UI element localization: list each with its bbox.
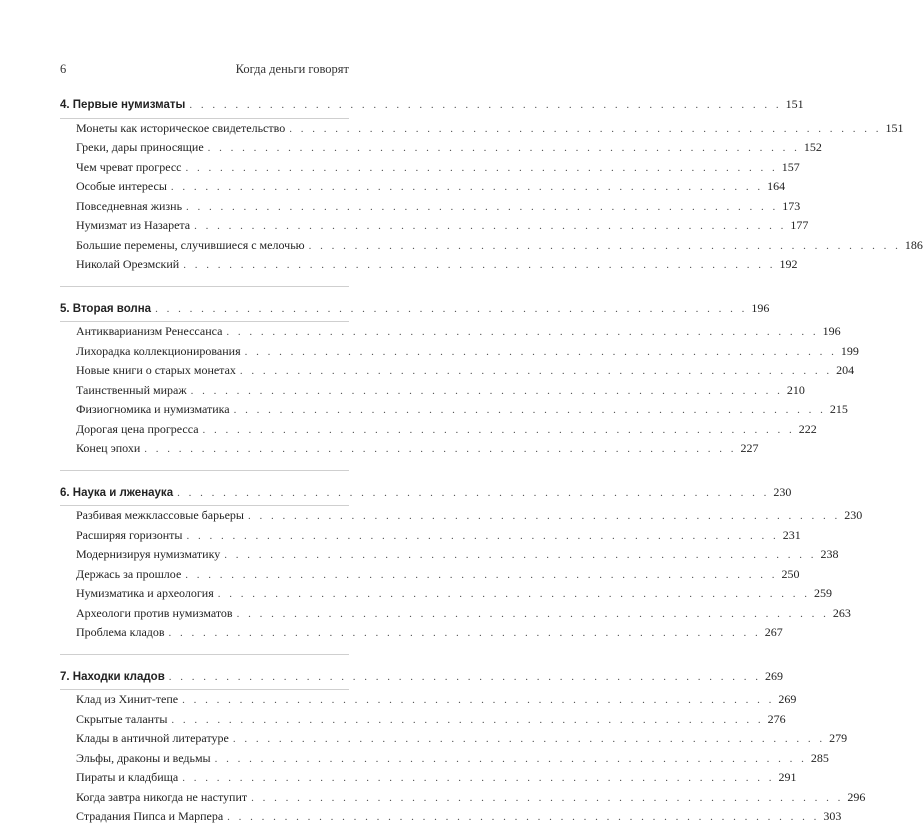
- dot-leader: . . . . . . . . . . . . . . . . . . . . . . . . . . . . . . . . . . . . . . . . . . . . . . . . . . . .: [207, 142, 800, 154]
- section-entry: [60, 623, 783, 643]
- section-entry-title: Дорогая цена прогресса: [60, 420, 203, 440]
- dot-leader: . . . . . . . . . . . . . . . . . . . . . . . . . . . . . . . . . . . . . . . . . . . . . . . . . . . .: [239, 365, 833, 377]
- dot-leader: . . . . . . . . . . . . . . . . . . . . . . . . . . . . . . . . . . . . . . . . . . . . . . . . . . . .: [251, 791, 844, 804]
- chapter-heading-title: 5. Вторая волна: [60, 300, 155, 320]
- section-entry-title: Таинственный мираж: [60, 381, 191, 401]
- dot-leader: . . . . . . . . . . . . . . . . . . . . . . . . . . . . . . . . . . . . . . . . . . . . . . . . . . . .: [244, 345, 837, 358]
- section-entry-page: 215: [829, 402, 848, 416]
- dot-leader: . . . . . . . . . . . . . . . . . . . . . . . . . . . . . . . . . . . . . . . . . . . . . . . . . . . .: [289, 122, 882, 135]
- section-entry: [60, 690, 797, 710]
- section-entry: [60, 361, 855, 381]
- chapter-heading-title: 4. Первые нумизматы: [60, 96, 189, 116]
- section-entry-page: 177: [790, 218, 809, 232]
- dot-leader: . . . . . . . . . . . . . . . . . . . . . . . . . . . . . . . . . . . . . . . . . . . . . . . . . . . .: [186, 200, 779, 213]
- section-entry: [60, 807, 842, 827]
- dot-leader: . . . . . . . . . . . . . . . . . . . . . . . . . . . . . . . . . . . . . . . . . . . . . . . . . . . .: [189, 99, 782, 111]
- section-entry: [60, 584, 832, 604]
- dot-leader: . . . . . . . . . . . . . . . . . . . . . . . . . . . . . . . . . . . . . . . . . . . . . . . . . . . .: [308, 239, 901, 252]
- section-entry-title: Лихорадка коллекционирования: [60, 342, 245, 362]
- section-entry-page: 157: [781, 159, 800, 174]
- chapter-heading-title: 7. Находки кладов: [60, 668, 169, 688]
- section-entry-title: Повседневная жизнь: [60, 197, 186, 217]
- section-entry: [60, 526, 801, 546]
- section-entry-title: Греки, дары приносящие: [60, 138, 208, 158]
- section-entry: [60, 255, 798, 275]
- section-entry-title: Особые интересы: [60, 177, 171, 197]
- dot-leader: . . . . . . . . . . . . . . . . . . . . . . . . . . . . . . . . . . . . . . . . . . . . . . . . . . . .: [168, 670, 762, 683]
- section-entry: [60, 236, 923, 256]
- dot-leader: . . . . . . . . . . . . . . . . . . . . . . . . . . . . . . . . . . . . . . . . . . . . . . . . . . . .: [182, 772, 775, 784]
- section-entry-page: 303: [823, 809, 842, 823]
- section-entry: [60, 749, 829, 769]
- section-entry-title: Археологи против нумизматов: [60, 604, 237, 624]
- section-entry-title: Монеты как историческое свидетельство: [60, 119, 289, 139]
- section-entry-title: Клады в античной литературе: [60, 729, 233, 749]
- page-number: 6: [60, 62, 67, 76]
- section-entry-page: 222: [798, 421, 817, 436]
- section-entry-page: 279: [829, 731, 848, 745]
- dot-leader: . . . . . . . . . . . . . . . . . . . . . . . . . . . . . . . . . . . . . . . . . . . . . . . . . . . .: [190, 384, 783, 397]
- dot-leader: . . . . . . . . . . . . . . . . . . . . . . . . . . . . . . . . . . . . . . . . . . . . . . . . . . . .: [233, 404, 826, 416]
- dot-leader: . . . . . . . . . . . . . . . . . . . . . . . . . . . . . . . . . . . . . . . . . . . . . . . . . . . .: [227, 811, 820, 823]
- dot-leader: . . . . . . . . . . . . . . . . . . . . . . . . . . . . . . . . . . . . . . . . . . . . . . . . . . . .: [194, 220, 787, 232]
- section-entry-page: 196: [822, 324, 841, 338]
- section-entry: [60, 381, 805, 401]
- dot-leader: . . . . . . . . . . . . . . . . . . . . . . . . . . . . . . . . . . . . . . . . . . . . . . . . . . . .: [183, 259, 776, 271]
- section-entry-page: 263: [832, 605, 851, 620]
- section-entry: [60, 400, 848, 420]
- running-title: Когда деньги говорят: [235, 62, 349, 76]
- chapter-heading: [60, 667, 784, 687]
- section-entry-page: 210: [786, 382, 805, 397]
- section-entry: [60, 545, 839, 565]
- section-entry-title: Разбивая межклассовые барьеры: [60, 506, 248, 526]
- section-entry: [60, 565, 800, 585]
- chapter-heading-page: 151: [785, 97, 804, 111]
- section-entry: [60, 177, 786, 197]
- section-entry-page: 204: [836, 363, 855, 377]
- section-entry-page: 152: [803, 140, 822, 154]
- section-entry-page: 231: [782, 527, 801, 542]
- dot-leader: . . . . . . . . . . . . . . . . . . . . . . . . . . . . . . . . . . . . . . . . . . . . . . . . . . . .: [171, 713, 764, 726]
- table-of-contents: [60, 95, 923, 827]
- section-entry-page: 291: [778, 770, 797, 784]
- section-entry-page: 269: [778, 692, 797, 706]
- dot-leader: . . . . . . . . . . . . . . . . . . . . . . . . . . . . . . . . . . . . . . . . . . . . . . . . . . . .: [247, 510, 841, 522]
- section-entry-title: Клад из Хинит-тепе: [60, 690, 182, 710]
- section-entry-title: Антикварианизм Ренессанса: [60, 322, 226, 342]
- section-entry-page: 238: [820, 547, 839, 561]
- chapter-block: [60, 667, 866, 827]
- section-entry-title: Эльфы, драконы и ведьмы: [60, 749, 215, 769]
- section-entry-title: Скрытые таланты: [60, 710, 171, 730]
- dot-leader: . . . . . . . . . . . . . . . . . . . . . . . . . . . . . . . . . . . . . . . . . . . . . . . . . . . .: [170, 181, 764, 193]
- section-entry-page: 259: [813, 586, 832, 600]
- dot-leader: . . . . . . . . . . . . . . . . . . . . . . . . . . . . . . . . . . . . . . . . . . . . . . . . . . . .: [186, 529, 779, 542]
- section-entry-title: Пираты и кладбища: [60, 768, 182, 788]
- dot-leader: . . . . . . . . . . . . . . . . . . . . . . . . . . . . . . . . . . . . . . . . . . . . . . . . . . . .: [168, 627, 761, 639]
- section-entry-page: 296: [847, 789, 866, 804]
- dot-leader: . . . . . . . . . . . . . . . . . . . . . . . . . . . . . . . . . . . . . . . . . . . . . . . . . . . .: [177, 486, 770, 499]
- dot-leader: . . . . . . . . . . . . . . . . . . . . . . . . . . . . . . . . . . . . . . . . . . . . . . . . . . . .: [236, 607, 829, 620]
- section-entry-title: Нумизматика и археология: [60, 584, 218, 604]
- section-entry: [60, 119, 904, 139]
- section-entry-page: 227: [740, 441, 759, 455]
- section-entry-title: Николай Орезмский: [60, 255, 183, 275]
- section-entry: [60, 138, 822, 158]
- section-entry: [60, 604, 851, 624]
- section-entry: [60, 788, 866, 808]
- dot-leader: . . . . . . . . . . . . . . . . . . . . . . . . . . . . . . . . . . . . . . . . . . . . . . . . . . . .: [202, 423, 795, 436]
- section-entry-title: Когда завтра никогда не наступит: [60, 788, 251, 808]
- section-entry-page: 186: [904, 237, 923, 252]
- section-entry-title: Новые книги о старых монетах: [60, 361, 240, 381]
- section-entry-page: 250: [781, 566, 800, 581]
- section-entry-title: Нумизмат из Назарета: [60, 216, 194, 236]
- section-entry-page: 151: [885, 120, 904, 135]
- chapter-heading: [60, 95, 804, 115]
- section-entry-page: 267: [764, 625, 783, 639]
- chapter-heading-page: 269: [765, 668, 784, 683]
- chapter-separator: [60, 654, 349, 655]
- chapter-block: [60, 299, 859, 459]
- running-head: [60, 62, 349, 78]
- dot-leader: . . . . . . . . . . . . . . . . . . . . . . . . . . . . . . . . . . . . . . . . . . . . . . . . . . . .: [144, 443, 737, 455]
- section-entry-page: 173: [782, 198, 801, 213]
- dot-leader: . . . . . . . . . . . . . . . . . . . . . . . . . . . . . . . . . . . . . . . . . . . . . . . . . . . .: [185, 568, 778, 581]
- section-entry-page: 192: [779, 257, 798, 271]
- section-entry-title: Проблема кладов: [60, 623, 169, 643]
- chapter-heading-title: 6. Наука и лженаука: [60, 484, 177, 504]
- section-entry: [60, 729, 848, 749]
- section-entry: [60, 216, 809, 236]
- section-entry: [60, 506, 863, 526]
- section-entry-page: 276: [767, 711, 786, 726]
- section-entry: [60, 420, 817, 440]
- dot-leader: . . . . . . . . . . . . . . . . . . . . . . . . . . . . . . . . . . . . . . . . . . . . . . . . . . . .: [214, 752, 807, 765]
- dot-leader: . . . . . . . . . . . . . . . . . . . . . . . . . . . . . . . . . . . . . . . . . . . . . . . . . . . .: [155, 302, 748, 315]
- chapter-separator: [60, 286, 349, 287]
- section-entry-title: Модернизируя нумизматику: [60, 545, 224, 565]
- chapter-separator: [60, 470, 349, 471]
- dot-leader: . . . . . . . . . . . . . . . . . . . . . . . . . . . . . . . . . . . . . . . . . . . . . . . . . . . .: [232, 733, 826, 745]
- section-entry-page: 199: [840, 343, 859, 358]
- section-entry-title: Страдания Пипса и Марпера: [60, 807, 227, 827]
- section-entry-page: 285: [810, 750, 829, 765]
- dot-leader: . . . . . . . . . . . . . . . . . . . . . . . . . . . . . . . . . . . . . . . . . . . . . . . . . . . .: [224, 549, 817, 561]
- section-entry: [60, 342, 859, 362]
- section-entry-title: Расширяя горизонты: [60, 526, 186, 546]
- section-entry: [60, 768, 797, 788]
- chapter-heading-page: 196: [751, 300, 770, 315]
- section-entry-title: Физиогномика и нумизматика: [60, 400, 234, 420]
- dot-leader: . . . . . . . . . . . . . . . . . . . . . . . . . . . . . . . . . . . . . . . . . . . . . . . . . . . .: [226, 326, 819, 338]
- dot-leader: . . . . . . . . . . . . . . . . . . . . . . . . . . . . . . . . . . . . . . . . . . . . . . . . . . . .: [185, 161, 778, 174]
- section-entry: [60, 197, 801, 217]
- section-entry: [60, 439, 759, 459]
- section-entry-page: 230: [844, 508, 863, 522]
- section-entry-title: Держась за прошлое: [60, 565, 185, 585]
- chapter-heading-page: 230: [773, 484, 792, 499]
- chapter-block: [60, 483, 863, 643]
- section-entry: [60, 158, 800, 178]
- section-entry-title: Конец эпохи: [60, 439, 144, 459]
- chapter-heading: [60, 483, 792, 503]
- section-entry-title: Чем чреват прогресс: [60, 158, 185, 178]
- section-entry-page: 164: [767, 179, 786, 193]
- dot-leader: . . . . . . . . . . . . . . . . . . . . . . . . . . . . . . . . . . . . . . . . . . . . . . . . . . . .: [182, 694, 775, 706]
- section-entry: [60, 710, 786, 730]
- section-entry: [60, 322, 841, 342]
- chapter-block: [60, 95, 923, 275]
- chapter-heading: [60, 299, 770, 319]
- section-entry-title: Большие перемены, случившиеся с мелочью: [60, 236, 309, 256]
- dot-leader: . . . . . . . . . . . . . . . . . . . . . . . . . . . . . . . . . . . . . . . . . . . . . . . . . . . .: [217, 588, 810, 600]
